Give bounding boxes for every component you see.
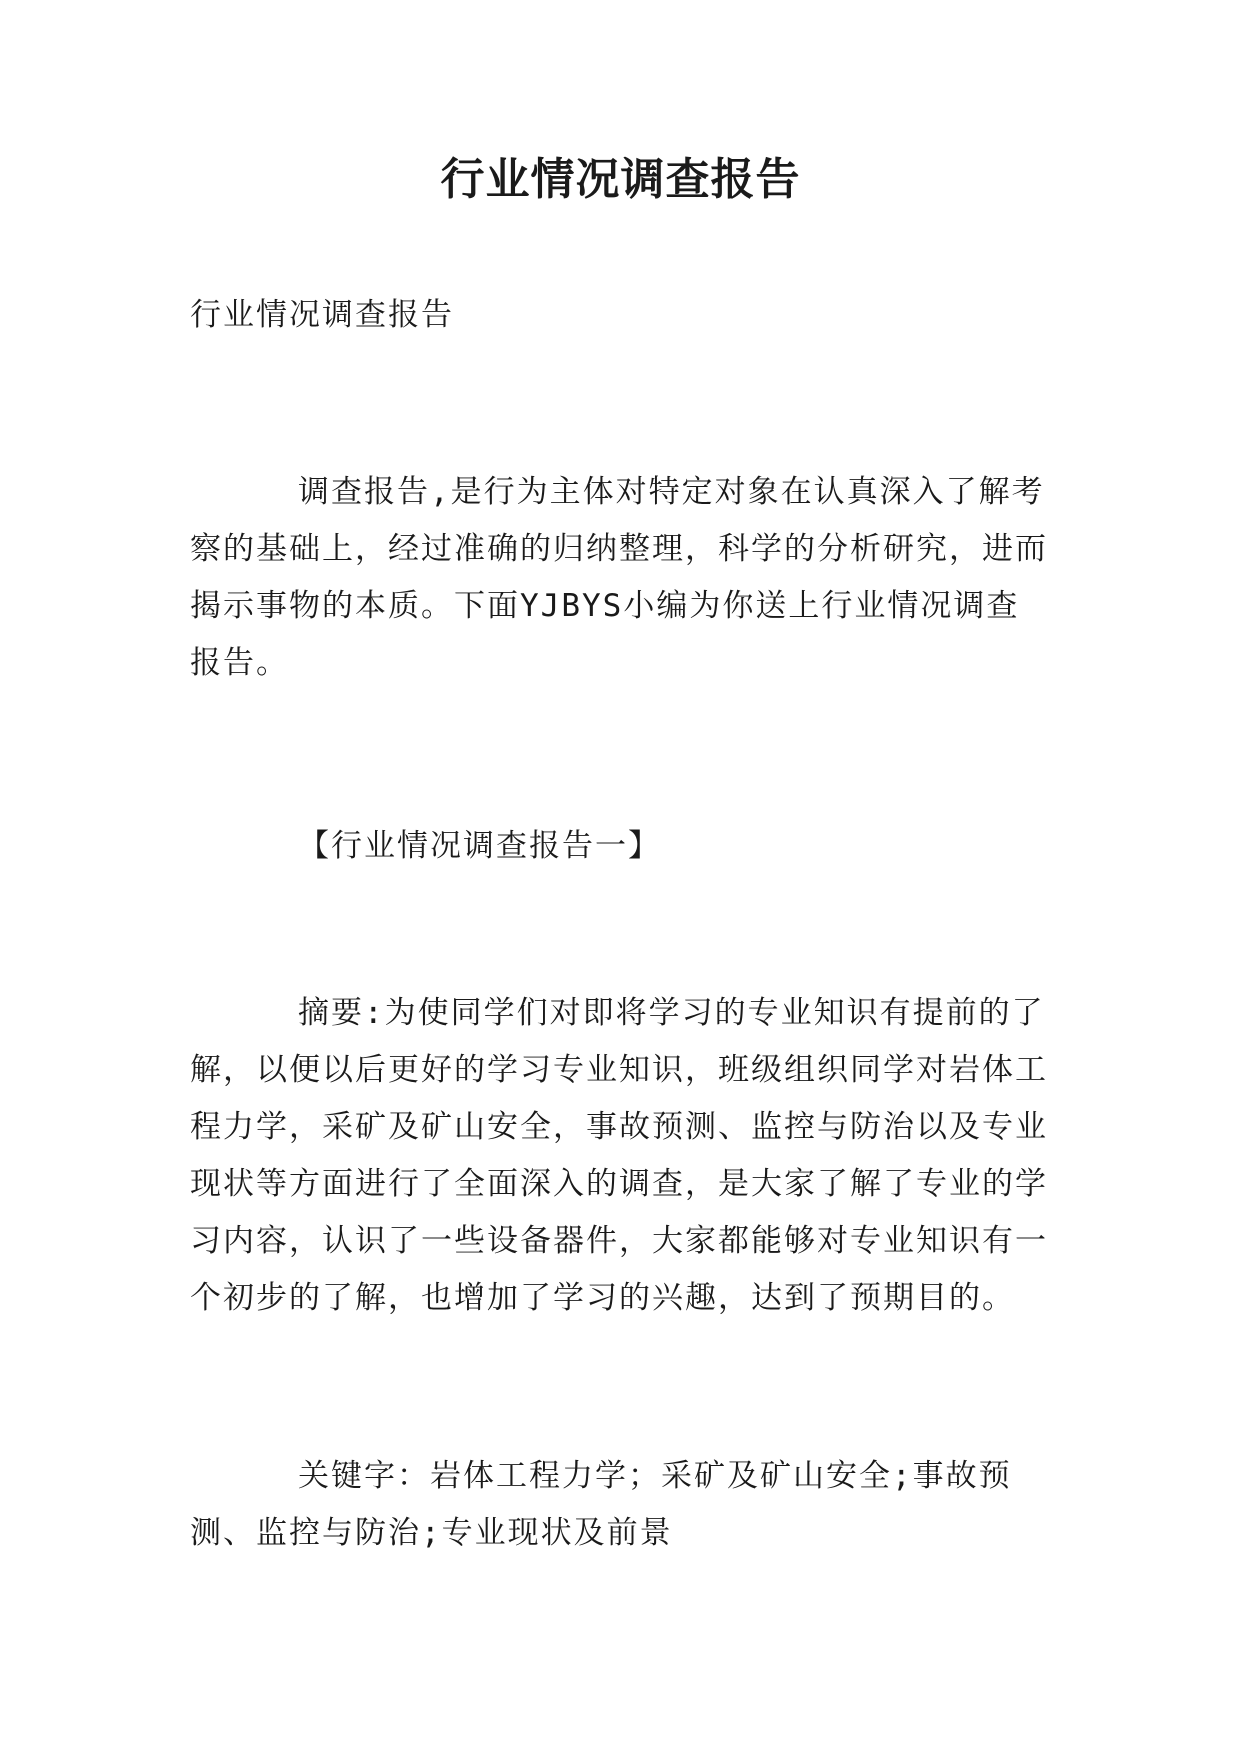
keywords-paragraph: 关键字：岩体工程力学；采矿及矿山安全;事故预测、监控与防治;专业现状及前景	[190, 1458, 1012, 1551]
section-heading: 【行业情况调查报告一】	[298, 828, 661, 864]
abstract-paragraph: 摘要:为使同学们对即将学习的专业知识有提前的了解，以便以后更好的学习专业知识，班级组织同学对岩体工程力学，采矿及矿山安全，事故预测、监控与防治以及专业现状等方面进行了全面深入的调查，是大家了解了专业的学习内容，认识了一些设备器件，大家都能够对专业知识有一个初步的了解，也增加了学习的兴趣，达到了预期目的。	[190, 995, 1048, 1316]
intro-paragraph: 调查报告,是行为主体对特定对象在认真深入了解考察的基础上，经过准确的归纳整理，科学的分析研究，进而揭示事物的本质。下面YJBYS小编为你送上行业情况调查报告。	[190, 474, 1048, 681]
document-title: 行业情况调查报告	[440, 154, 801, 205]
document-subtitle: 行业情况调查报告	[190, 297, 454, 333]
